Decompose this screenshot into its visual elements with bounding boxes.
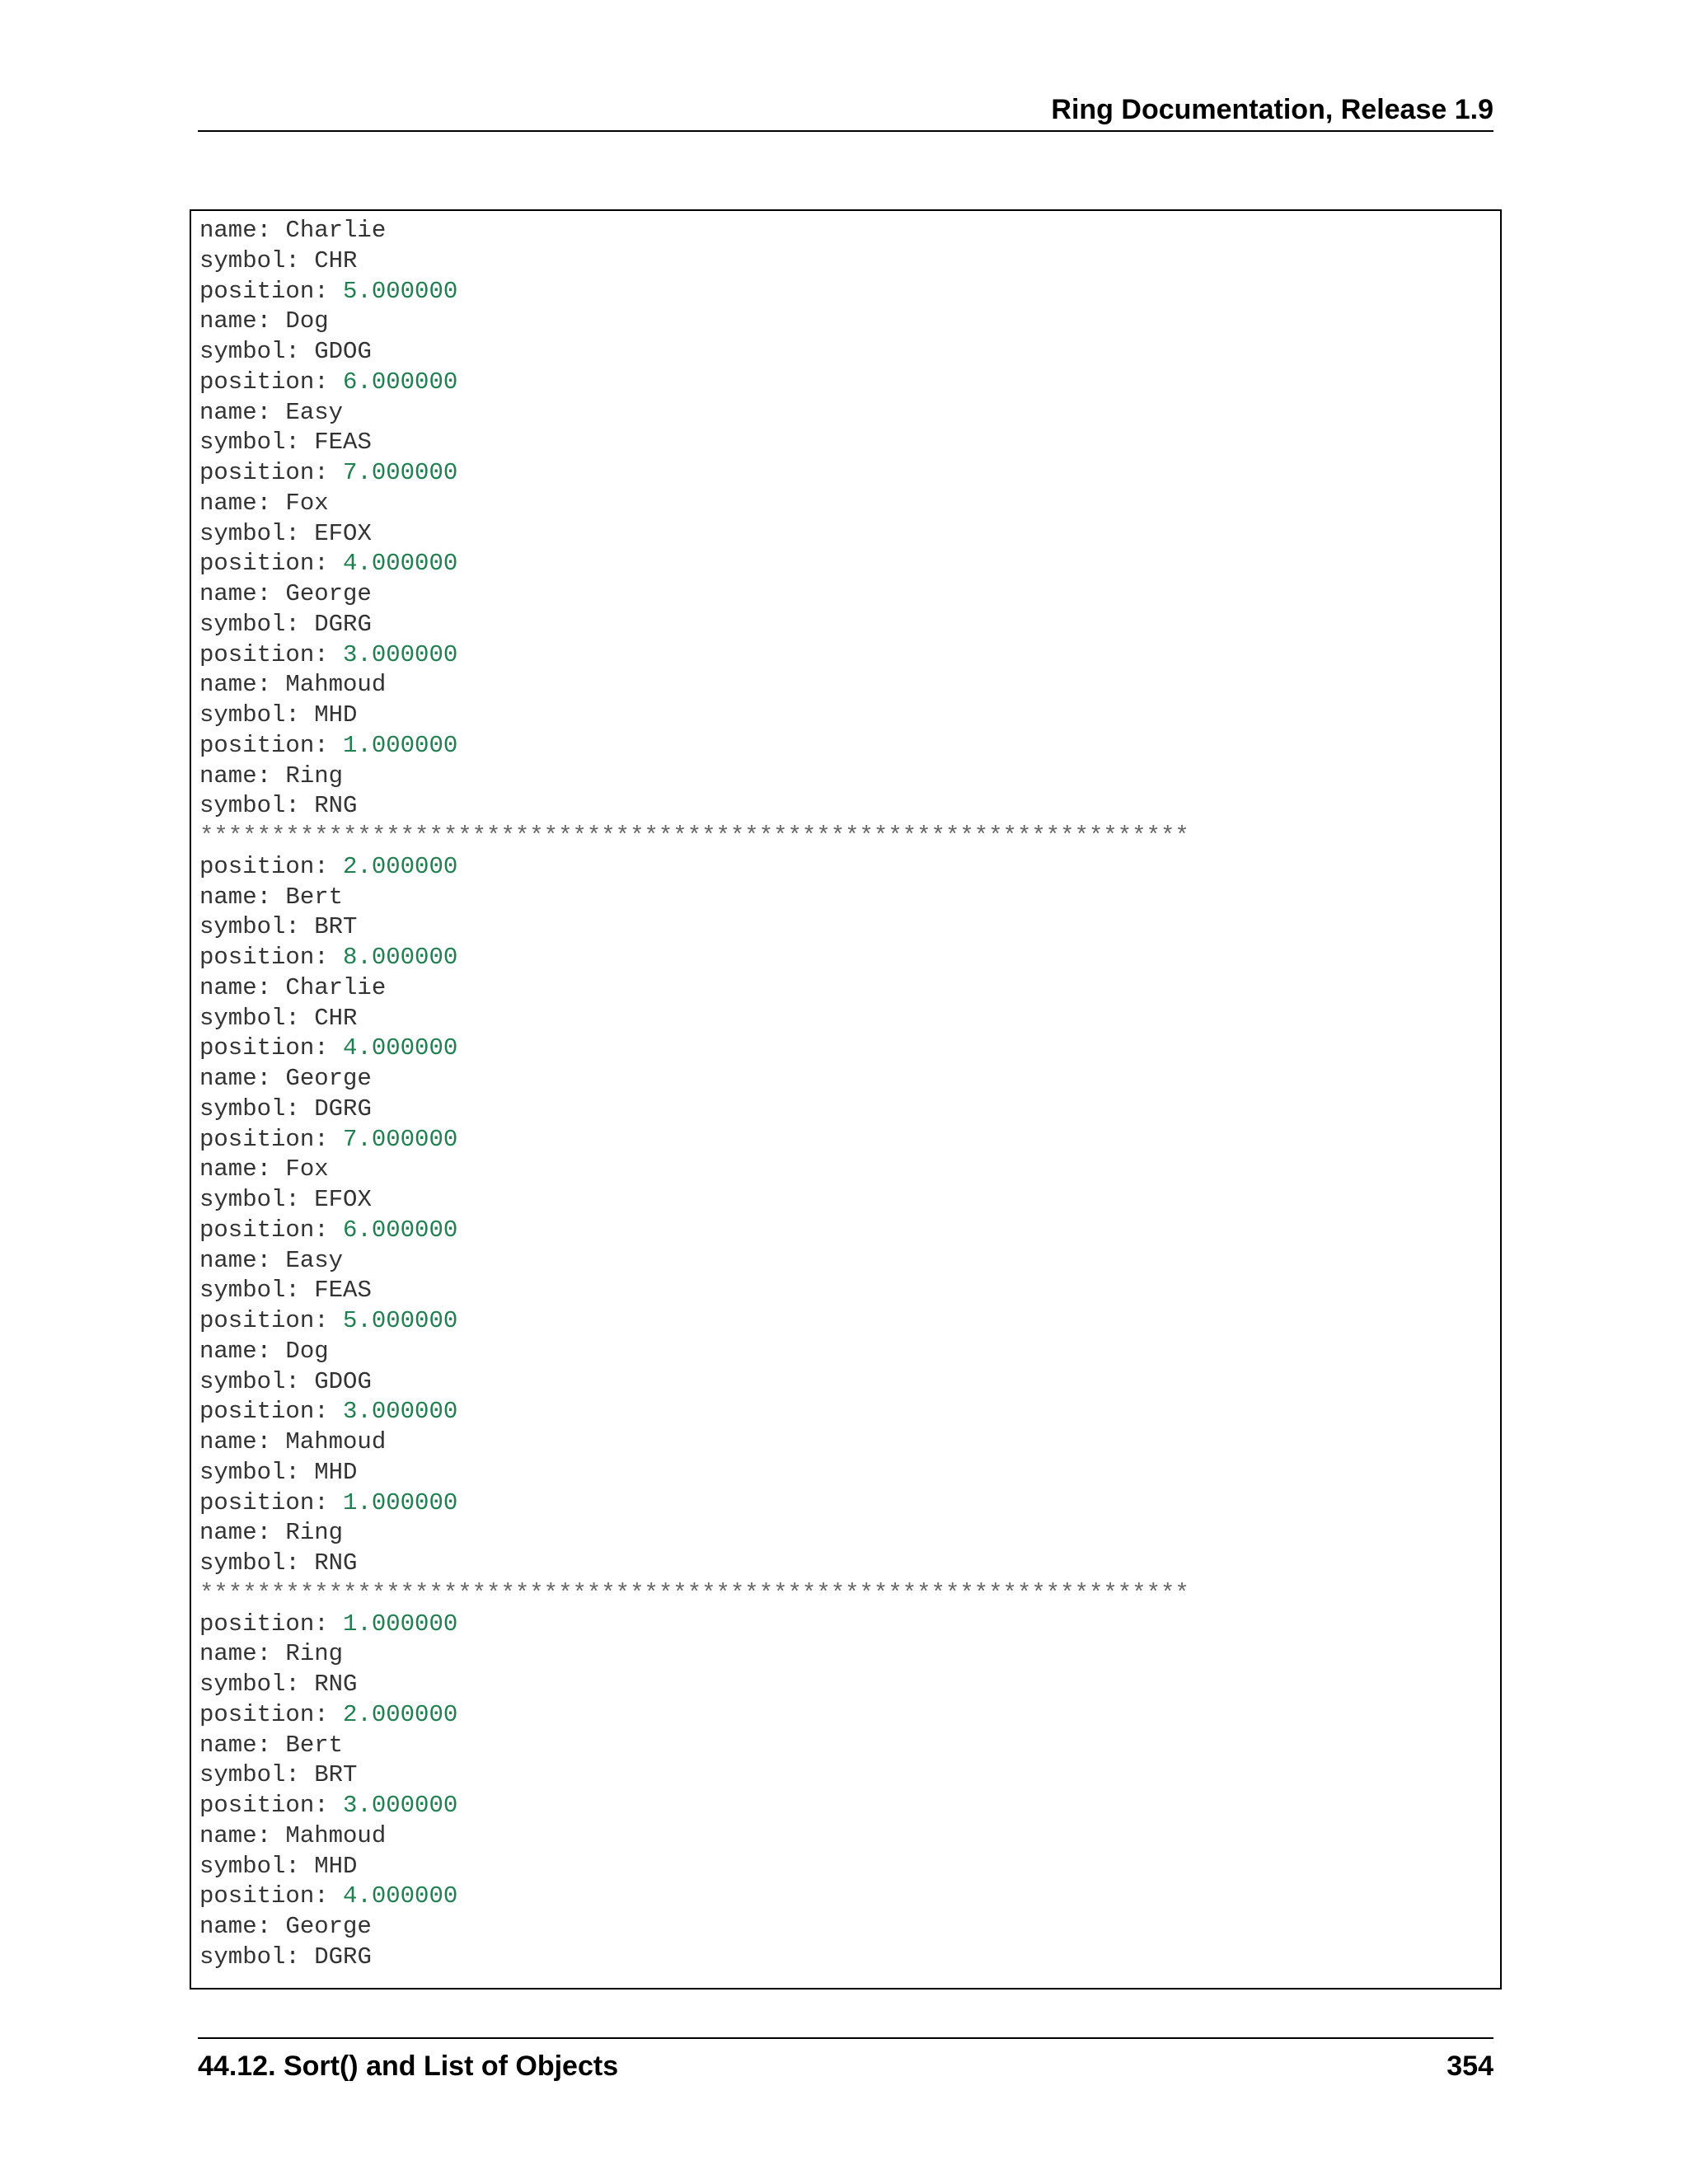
code-line	[199, 610, 1189, 640]
code-label: symbol:	[199, 792, 315, 820]
code-number-value: 1.000000	[343, 1488, 458, 1516]
code-label: name:	[199, 1640, 286, 1668]
code-label: position:	[199, 1398, 344, 1426]
code-line	[199, 1216, 1189, 1246]
code-label: position:	[199, 1034, 344, 1062]
code-number-value: 8.000000	[343, 944, 458, 971]
code-text-value: Fox	[285, 489, 329, 517]
code-text-value: GDOG	[314, 338, 372, 365]
code-line	[199, 791, 1189, 822]
code-text-value: DGRG	[314, 610, 372, 638]
code-label: position:	[199, 852, 344, 880]
code-line	[199, 1337, 1189, 1367]
code-line	[199, 640, 1189, 671]
code-line	[199, 852, 1189, 883]
code-line	[199, 1791, 1189, 1821]
code-line	[199, 701, 1189, 731]
code-output-block	[190, 209, 1502, 1990]
separator-stars: *********************************************************************	[199, 1579, 1189, 1607]
code-text-value: EFOX	[314, 519, 372, 547]
code-text-value: RNG	[314, 1549, 358, 1577]
code-label: position:	[199, 550, 344, 578]
code-number-value: 2.000000	[343, 1700, 458, 1728]
code-number-value: 6.000000	[343, 1216, 458, 1244]
code-label: name:	[199, 671, 286, 699]
code-text-value: George	[285, 580, 372, 607]
code-label: name:	[199, 973, 286, 1001]
code-label: symbol:	[199, 1852, 315, 1880]
code-label: name:	[199, 1065, 286, 1092]
code-line	[199, 1458, 1189, 1488]
code-text-value: EFOX	[314, 1186, 372, 1213]
code-line	[199, 1004, 1189, 1034]
code-line	[199, 1397, 1189, 1427]
code-label: name:	[199, 762, 286, 790]
code-line	[199, 1488, 1189, 1519]
code-line	[199, 1912, 1189, 1943]
code-label: position:	[199, 1610, 344, 1638]
code-label: symbol:	[199, 1549, 315, 1577]
code-label: position:	[199, 731, 344, 759]
code-text-value: Mahmoud	[285, 1821, 387, 1849]
code-text-value: CHR	[314, 246, 358, 274]
code-label: position:	[199, 1700, 344, 1728]
code-number-value: 5.000000	[343, 277, 458, 305]
separator-stars: *********************************************************************	[199, 823, 1189, 850]
code-line	[199, 1821, 1189, 1852]
code-number-value: 3.000000	[343, 640, 458, 668]
code-label: symbol:	[199, 1004, 315, 1032]
code-line	[199, 1731, 1189, 1761]
code-line	[199, 277, 1189, 307]
code-text-value: MHD	[314, 701, 358, 729]
code-number-value: 7.000000	[343, 1125, 458, 1153]
code-line	[199, 1882, 1189, 1912]
code-label: name:	[199, 398, 286, 426]
code-line	[199, 670, 1189, 701]
document-title: Ring Documentation, Release 1.9	[1051, 94, 1493, 125]
code-text-value: Bert	[285, 1731, 344, 1759]
code-text-value: BRT	[314, 1761, 358, 1789]
code-label: position:	[199, 459, 344, 486]
code-text-value: Dog	[285, 1337, 329, 1365]
code-line	[199, 307, 1189, 337]
code-label: symbol:	[199, 1761, 315, 1789]
code-text-value: MHD	[314, 1852, 358, 1880]
code-text-value: Charlie	[285, 217, 387, 244]
code-text-value: RNG	[314, 1671, 358, 1698]
code-text-value: MHD	[314, 1458, 358, 1486]
code-label: symbol:	[199, 519, 315, 547]
code-text-value: Bert	[285, 883, 344, 911]
code-lines	[199, 216, 1189, 1973]
code-line	[199, 1579, 1189, 1610]
code-label: name:	[199, 1155, 286, 1183]
code-line	[199, 1246, 1189, 1277]
code-label: position:	[199, 1882, 344, 1910]
code-line	[199, 731, 1189, 762]
code-text-value: GDOG	[314, 1367, 372, 1395]
code-text-value: Ring	[285, 762, 344, 790]
code-number-value: 4.000000	[343, 1882, 458, 1910]
code-label: position:	[199, 1792, 344, 1819]
code-label: symbol:	[199, 1277, 315, 1305]
code-label: symbol:	[199, 610, 315, 638]
code-text-value: George	[285, 1065, 372, 1092]
code-text-value: Easy	[285, 398, 344, 426]
code-line	[199, 519, 1189, 550]
code-number-value: 5.000000	[343, 1307, 458, 1334]
code-label: position:	[199, 640, 344, 668]
code-line	[199, 1033, 1189, 1064]
code-text-value: DGRG	[314, 1094, 372, 1122]
code-label: symbol:	[199, 701, 315, 729]
code-text-value: Dog	[285, 307, 329, 335]
code-text-value: Easy	[285, 1246, 344, 1274]
code-label: symbol:	[199, 1094, 315, 1122]
code-line	[199, 458, 1189, 489]
code-line	[199, 1610, 1189, 1640]
code-line	[199, 1427, 1189, 1458]
code-line	[199, 1306, 1189, 1337]
code-text-value: Fox	[285, 1155, 329, 1183]
code-number-value: 6.000000	[343, 368, 458, 396]
code-label: position:	[199, 1216, 344, 1244]
code-label: symbol:	[199, 246, 315, 274]
page-footer	[198, 2037, 1493, 2088]
code-line	[199, 1549, 1189, 1579]
code-line	[199, 549, 1189, 579]
code-line	[199, 398, 1189, 429]
code-label: symbol:	[199, 1671, 315, 1698]
code-label: name:	[199, 1519, 286, 1547]
code-label: name:	[199, 1731, 286, 1759]
code-line	[199, 1155, 1189, 1185]
code-line	[199, 579, 1189, 610]
code-text-value: RNG	[314, 792, 358, 820]
code-label: name:	[199, 883, 286, 911]
code-line	[199, 1852, 1189, 1882]
code-line	[199, 943, 1189, 973]
code-line	[199, 912, 1189, 943]
code-label: symbol:	[199, 1943, 315, 1971]
code-line	[199, 1639, 1189, 1670]
code-number-value: 7.000000	[343, 459, 458, 486]
code-line	[199, 1700, 1189, 1731]
code-label: name:	[199, 217, 286, 244]
code-label: symbol:	[199, 1367, 315, 1395]
code-line	[199, 368, 1189, 398]
page-header	[198, 89, 1493, 132]
code-number-value: 3.000000	[343, 1792, 458, 1819]
code-number-value: 4.000000	[343, 550, 458, 578]
code-line	[199, 1518, 1189, 1549]
code-number-value: 3.000000	[343, 1398, 458, 1426]
code-label: name:	[199, 1913, 286, 1940]
code-line	[199, 489, 1189, 519]
code-line	[199, 1276, 1189, 1306]
code-label: name:	[199, 1246, 286, 1274]
code-line	[199, 973, 1189, 1004]
code-label: position:	[199, 277, 344, 305]
code-line	[199, 428, 1189, 458]
code-text-value: CHR	[314, 1004, 358, 1032]
code-label: symbol:	[199, 1458, 315, 1486]
code-line	[199, 822, 1189, 852]
code-line	[199, 1185, 1189, 1216]
code-line	[199, 1367, 1189, 1398]
code-line	[199, 1064, 1189, 1094]
code-text-value: FEAS	[314, 429, 372, 457]
section-title: 44.12. Sort() and List of Objects	[198, 2050, 619, 2082]
code-text-value: Mahmoud	[285, 671, 387, 699]
code-label: name:	[199, 1337, 286, 1365]
code-number-value: 4.000000	[343, 1034, 458, 1062]
code-label: name:	[199, 580, 286, 607]
code-label: name:	[199, 1428, 286, 1455]
code-number-value: 2.000000	[343, 852, 458, 880]
code-line	[199, 246, 1189, 277]
code-line	[199, 1760, 1189, 1791]
code-label: position:	[199, 1307, 344, 1334]
code-text-value: DGRG	[314, 1943, 372, 1971]
code-label: symbol:	[199, 338, 315, 365]
code-text-value: Mahmoud	[285, 1428, 387, 1455]
code-label: symbol:	[199, 913, 315, 941]
code-number-value: 1.000000	[343, 1610, 458, 1638]
code-label: position:	[199, 1125, 344, 1153]
code-text-value: Ring	[285, 1640, 344, 1668]
code-line	[199, 1670, 1189, 1700]
code-line	[199, 762, 1189, 792]
code-line	[199, 1125, 1189, 1155]
code-label: symbol:	[199, 429, 315, 457]
code-number-value: 1.000000	[343, 731, 458, 759]
code-label: symbol:	[199, 1186, 315, 1213]
code-line	[199, 883, 1189, 913]
code-label: position:	[199, 1488, 344, 1516]
code-line	[199, 1094, 1189, 1125]
code-label: name:	[199, 1821, 286, 1849]
code-label: position:	[199, 944, 344, 971]
code-text-value: FEAS	[314, 1277, 372, 1305]
code-label: name:	[199, 307, 286, 335]
code-line	[199, 337, 1189, 368]
code-text-value: Ring	[285, 1519, 344, 1547]
page-number: 354	[1447, 2050, 1493, 2082]
code-line	[199, 1943, 1189, 1973]
code-text-value: BRT	[314, 913, 358, 941]
code-text-value: Charlie	[285, 973, 387, 1001]
code-label: position:	[199, 368, 344, 396]
code-text-value: George	[285, 1913, 372, 1940]
code-line	[199, 216, 1189, 246]
code-label: name:	[199, 489, 286, 517]
